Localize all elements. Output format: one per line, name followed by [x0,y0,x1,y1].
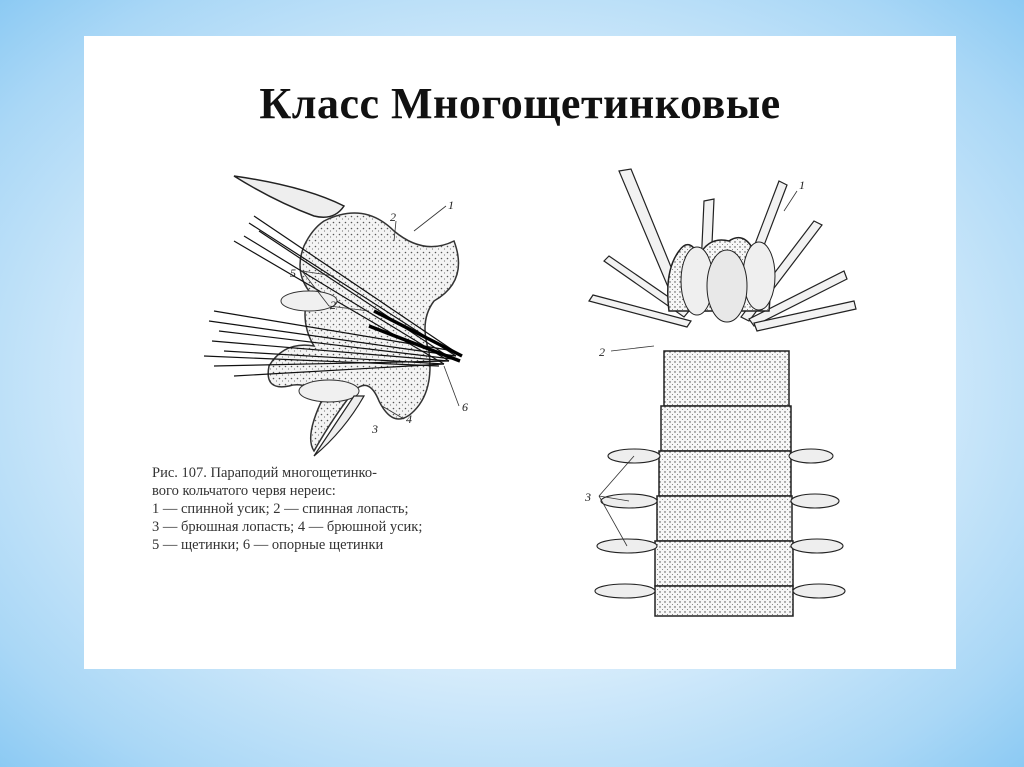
parapodium-illustration [194,161,494,461]
label-5: 5 [290,266,296,280]
label-3: 3 [372,422,378,436]
caption-line-3: 1 — спинной усик; 2 — спинная лопасть; [152,501,409,517]
label-1: 1 [448,198,454,212]
caption-line-4: 3 — брюшная лопасть; 4 — брюшной усик; [152,519,423,535]
label-3: 3 [585,490,591,504]
slide-title: Класс Многощетинковые [259,79,781,128]
caption-line-1: Рис. 107. Параподий многощетинко- [152,465,377,481]
caption-line-2: вого кольчатого червя нереис: [152,483,336,499]
figure-caption [152,464,547,554]
caption-line-5: 5 — щетинки; 6 — опорные щетинки [152,537,384,553]
label-2: 2 [599,345,605,359]
label-1: 1 [799,178,805,192]
slide-canvas [84,36,956,669]
label-2-top: 2 [390,210,396,224]
label-6: 6 [462,400,468,414]
label-4: 4 [406,412,412,426]
label-2: 2 [330,298,336,312]
nereis-anterior-illustration [579,161,869,621]
